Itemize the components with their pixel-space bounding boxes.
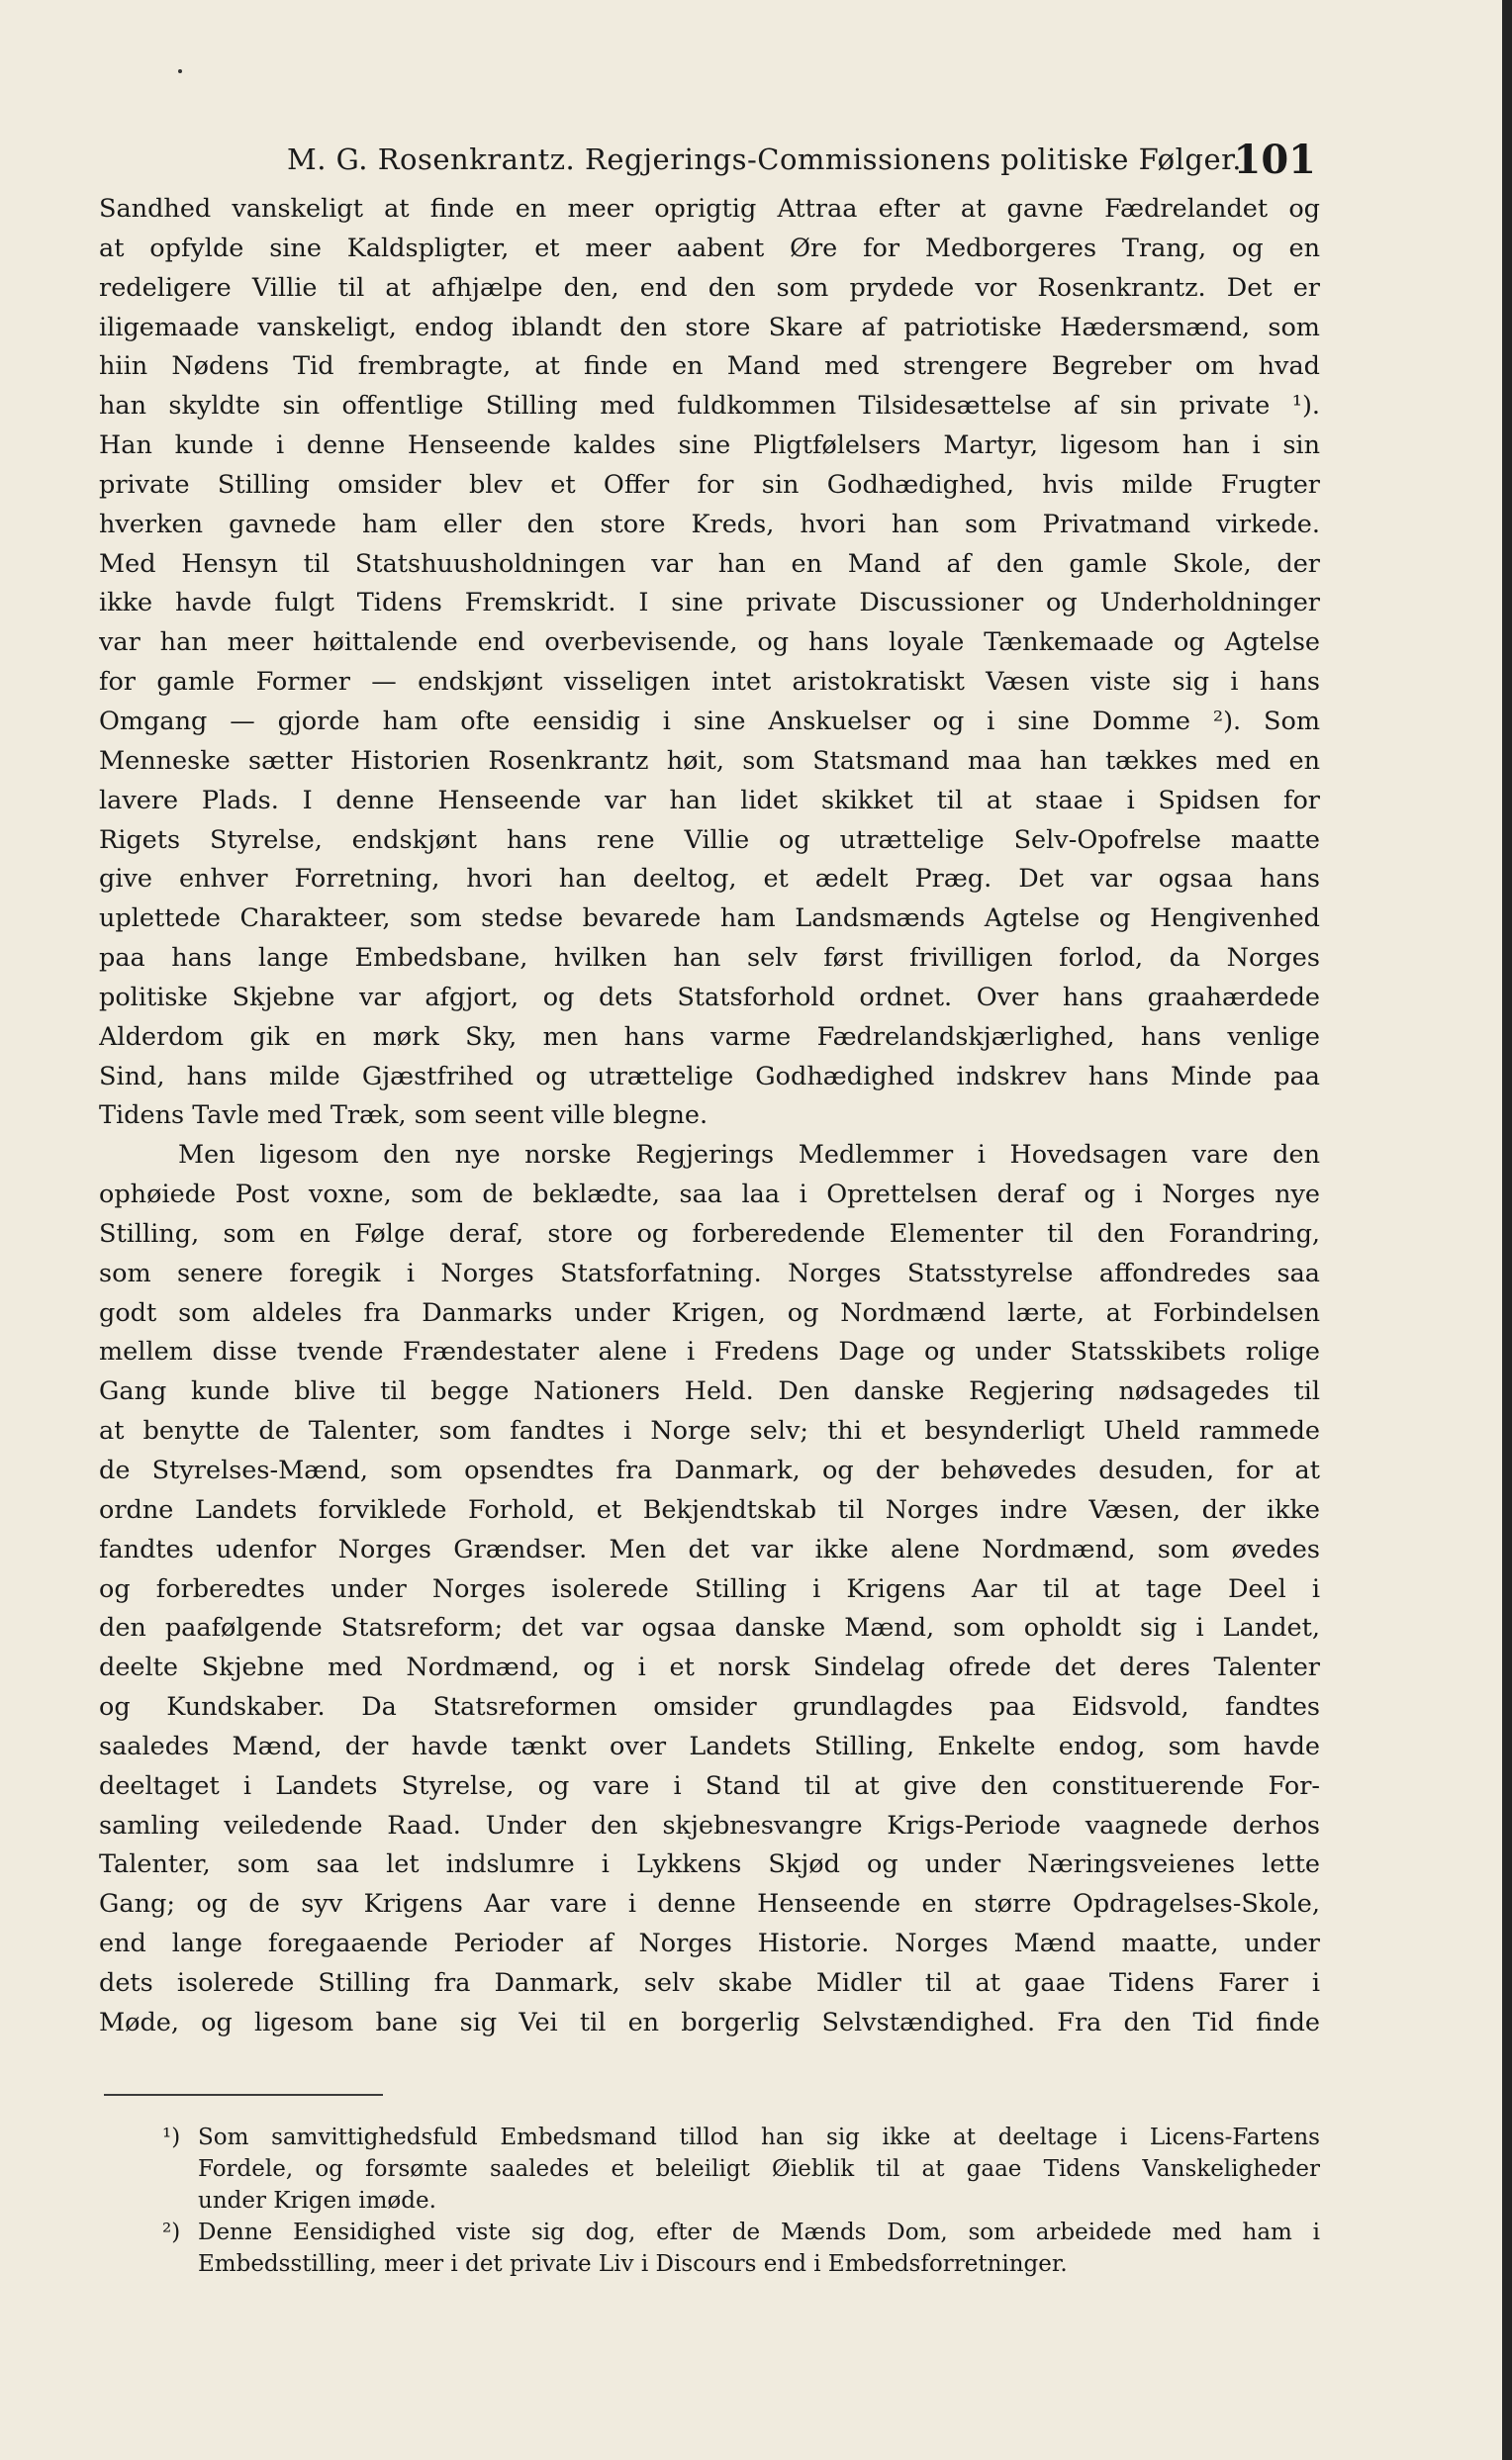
text-line: give enhver Forretning, hvori han deeltog, et ædelt Præg. Det var ogsaa hans (99, 864, 1320, 895)
paragraph-end-line: Tidens Tavle med Træk, som seent ville blegne. (99, 1100, 709, 1131)
footnote-marker: ²) (162, 2220, 181, 2245)
body-text (99, 190, 1320, 2043)
text-line: den paafølgende Statsreform; det var ogsaa danske Mænd, som opholdt sig i Landet, (99, 1613, 1320, 1644)
text-line: som senere foregik i Norges Statsforfatning. Norges Statsstyrelse affondredes saa (99, 1258, 1320, 1288)
text-line: redeligere Villie til at afhjælpe den, end den som prydede vor Rosenkrantz. Det er (99, 272, 1320, 303)
print-speck (178, 69, 182, 73)
text-line: Sandhed vanskeligt at finde en meer oprigtig Attraa efter at gavne Fædrelandet og (99, 194, 1320, 224)
text-line: hverken gavnede ham eller den store Kreds, hvori han som Privatmand virkede. (99, 509, 1320, 539)
text-line: samling veiledende Raad. Under den skjebnesvangre Krigs-Periode vaagnede derhos (99, 1810, 1320, 1841)
text-line: Alderdom gik en mørk Sky, men hans varme Fædrelandskjærlighed, hans venlige (99, 1021, 1320, 1052)
footnote-2 (99, 2217, 1320, 2280)
footnotes (99, 2122, 1320, 2280)
running-title: M. G. Rosenkrantz. Regjerings-Commissionens politiske Følger. (287, 142, 1243, 176)
text-line: ophøiede Post voxne, som de beklædte, saa laa i Oprettelsen deraf og i Norges nye (99, 1180, 1320, 1210)
text-line: politiske Skjebne var afgjort, og dets Statsforhold ordnet. Over hans graahærdede (99, 982, 1320, 1012)
text-line: deeltaget i Landets Styrelse, og vare i Stand til at give den constituerende For- (99, 1770, 1320, 1801)
text-line: at benytte de Talenter, som fandtes i Norge selv; thi et besynderligt Uheld rammede (99, 1416, 1320, 1447)
text-line: og forberedtes under Norges isolerede Stilling i Krigens Aar til at tage Deel i (99, 1573, 1320, 1604)
paragraph-start-line: Men ligesom den nye norske Regjerings Medlemmer i Hovedsagen vare den (178, 1140, 1320, 1171)
text-line: Stilling, som en Følge deraf, store og forberedende Elementer til den Forandring, (99, 1218, 1320, 1249)
text-line: Gang kunde blive til begge Nationers Held. Den danske Regjering nødsagedes til (99, 1376, 1320, 1407)
text-line: godt som aldeles fra Danmarks under Krigen, og Nordmænd lærte, at Forbindelsen (99, 1297, 1320, 1328)
footnote-line: under Krigen imøde. (198, 2188, 436, 2214)
text-line: Med Hensyn til Statshuusholdningen var han en Mand af den gamle Skole, der (99, 548, 1320, 579)
text-line: private Stilling omsider blev et Offer for sin Godhædighed, hvis milde Frugter (99, 469, 1320, 500)
text-line: deelte Skjebne med Nordmænd, og i et norsk Sindelag ofrede det deres Talenter (99, 1653, 1320, 1683)
footnote-1 (99, 2122, 1320, 2217)
text-line: fandtes udenfor Norges Grændser. Men det var ikke alene Nordmænd, som øvedes (99, 1534, 1320, 1564)
text-line: han skyldte sin offentlige Stilling med fuldkommen Tilsidesættelse af sin private ¹). (99, 391, 1320, 422)
text-line: Han kunde i denne Henseende kaldes sine Pligtfølelsers Martyr, ligesom han i sin (99, 430, 1320, 461)
text-line: Møde, og ligesom bane sig Vei til en borgerlig Selvstændighed. Fra den Tid finde (99, 2007, 1320, 2037)
text-line: Sind, hans milde Gjæstfrihed og utrættelige Godhædighed indskrev hans Minde paa (99, 1061, 1320, 1091)
text-line: end lange foregaaende Perioder af Norges Historie. Norges Mænd maatte, under (99, 1929, 1320, 1959)
text-line: saaledes Mænd, der havde tænkt over Landets Stilling, Enkelte endog, som havde (99, 1731, 1320, 1761)
text-line: uplettede Charakteer, som stedse bevarede ham Landsmænds Agtelse og Hengivenhed (99, 903, 1320, 934)
text-line: Talenter, som saa let indslumre i Lykkens Skjød og under Næringsveienes lette (99, 1849, 1320, 1880)
text-line: iligemaade vanskeligt, endog iblandt den store Skare af patriotiske Hædersmænd, som (99, 312, 1320, 342)
footnote-rule (104, 2094, 383, 2096)
text-line: lavere Plads. I denne Henseende var han lidet skikket til at staae i Spidsen for (99, 785, 1320, 815)
text-line: ikke havde fulgt Tidens Fremskridt. I sine private Discussioner og Underholdninger (99, 588, 1320, 618)
text-line: dets isolerede Stilling fra Danmark, selv skabe Midler til at gaae Tidens Farer i (99, 1967, 1320, 1998)
text-line: Menneske sætter Historien Rosenkrantz høit, som Statsmand maa han tækkes med en (99, 745, 1320, 776)
text-line: paa hans lange Embedsbane, hvilken han selv først frivilligen forlod, da Norges (99, 943, 1320, 974)
text-line: Gang; og de syv Krigens Aar vare i denne Henseende en større Opdragelses-Skole, (99, 1889, 1320, 1920)
footnote-line: Denne Eensidighed viste sig dog, efter de Mænds Dom, som arbeidede med ham i (198, 2220, 1320, 2245)
text-line: Omgang — gjorde ham ofte eensidig i sine Anskuelser og i sine Domme ²). Som (99, 706, 1320, 736)
text-line: ordne Landets forviklede Forhold, et Bekjendtskab til Norges indre Væsen, der ikke (99, 1494, 1320, 1525)
text-line: de Styrelses-Mænd, som opsendtes fra Danmark, og der behøvedes desuden, for at (99, 1456, 1320, 1485)
text-line: hiin Nødens Tid frembragte, at finde en Mand med strengere Begreber om hvad (99, 351, 1320, 382)
page-number: 101 (1233, 137, 1316, 183)
text-line: Rigets Styrelse, endskjønt hans rene Villie og utrættelige Selv-Opofrelse maatte (99, 824, 1320, 855)
footnote-line: Fordele, og forsømte saaledes et beleiligt Øieblik til at gaae Tidens Vanskeligheder (198, 2156, 1320, 2182)
text-line: for gamle Former — endskjønt visseligen intet aristokratiskt Væsen viste sig i hans (99, 667, 1320, 698)
text-line: og Kundskaber. Da Statsreformen omsider grundlagdes paa Eidsvold, fandtes (99, 1692, 1320, 1723)
footnote-line: Som samvittighedsfuld Embedsmand tillod han sig ikke at deeltage i Licens-Fartens (198, 2125, 1320, 2150)
footnote-line: Embedsstilling, meer i det private Liv i Discours end i Embedsforretninger. (198, 2251, 1068, 2277)
text-line: var han meer høittalende end overbevisende, og hans loyale Tænkemaade og Agtelse (99, 627, 1320, 658)
text-line: mellem disse tvende Frændestater alene i Fredens Dage og under Statsskibets rolige (99, 1337, 1320, 1368)
footnote-marker: ¹) (162, 2125, 181, 2150)
text-line: at opfylde sine Kaldspligter, et meer aabent Øre for Medborgeres Trang, og en (99, 233, 1320, 263)
running-header (287, 139, 1316, 188)
